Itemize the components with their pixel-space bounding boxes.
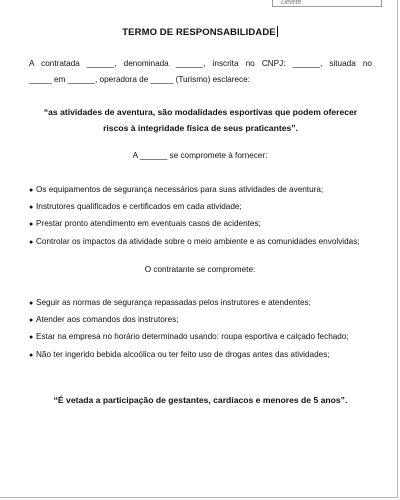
list-item: ● Prestar pronto atendimento em eventuais casos de acidentes; — [29, 216, 372, 233]
bullet-icon: ● — [29, 204, 34, 212]
list-item: ● Instrutores qualificados e certificados em cada atividade; — [29, 199, 372, 216]
restriction-statement: “É vetada a participação de gestantes, cardíacos e menores de 5 anos”. — [53, 395, 348, 405]
intro-paragraph-line-2: _____ em ______, operadora de _____ (Turismo) esclarece: — [29, 75, 250, 84]
bullet-icon: ● — [29, 238, 34, 246]
bullet-icon: ● — [29, 221, 34, 229]
list-item: ● Controlar os impactos da atividade sobre o meio ambiente e as comunidades envolvidas; — [29, 234, 372, 251]
risk-statement-line-2: riscos à integridade física de seus praticantes”. — [103, 123, 298, 133]
list-item: ● Estar na empresa no horário determinado usando: roupa esportiva e calçado fechado; — [29, 329, 372, 346]
client-commitment-heading: O contratante se compromete: — [144, 265, 256, 274]
supplier-commitment-heading: A ______ se compromete à fornecer: — [132, 151, 268, 160]
delete-label: Delete — [281, 0, 302, 6]
bullet-icon: ● — [29, 187, 34, 194]
client-commitments-list — [29, 295, 372, 364]
text-cursor — [277, 26, 278, 37]
bullet-icon: ● — [29, 334, 34, 342]
bullet-icon: ● — [29, 351, 34, 359]
bullet-icon: ● — [29, 300, 34, 307]
document-title: TERMO DE RESPONSABILIDADE — [122, 27, 276, 38]
delete-button[interactable] — [272, 0, 382, 7]
list-item: ● Seguir as normas de segurança repassadas pelos instrutores e atendentes; — [29, 295, 372, 312]
list-item: ● Não ter ingerido bebida alcoólica ou ter feito uso de drogas antes das atividades; — [29, 347, 372, 364]
intro-paragraph-line-1: A contratada ______, denominada ______, inscrita no CNPJ: ______, situada no — [29, 59, 372, 68]
bullet-icon: ● — [29, 317, 34, 325]
risk-statement-line-1: “as atividades de aventura, são modalidades esportivas que podem oferecer — [43, 107, 358, 117]
list-item: ● Os equipamentos de segurança necessários para suas atividades de aventura; — [29, 182, 372, 199]
supplier-commitments-list — [29, 182, 372, 251]
list-item: ● Atender aos comandos dos instrutores; — [29, 312, 372, 329]
